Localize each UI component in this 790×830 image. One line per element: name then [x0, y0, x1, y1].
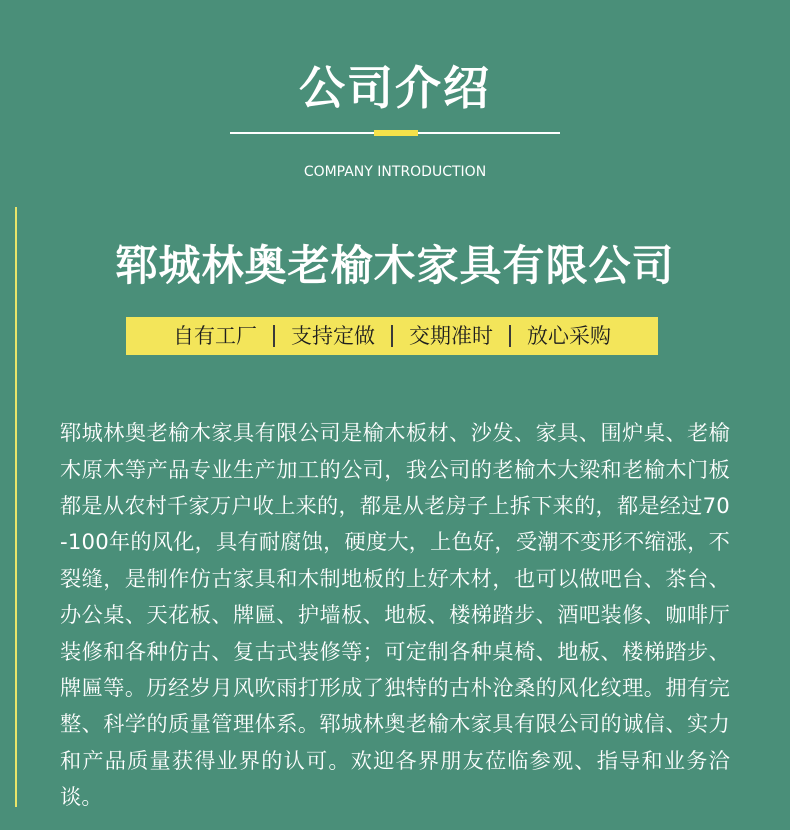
company-name: 郓城林奥老榆木家具有限公司	[115, 241, 675, 290]
left-decorative-line	[15, 207, 17, 807]
tag-on-time-delivery: 交期准时	[409, 324, 493, 348]
intro-paragraph: 郓城林奥老榆木家具有限公司是榆木板材、沙发、家具、围炉桌、老榆木原木等产品专业生产加工的公司，我公司的老榆木大梁和老榆木门板都是从农村千家万户收上来的，都是从老房子上拆下来的，都是经过70-100年的风化，具有耐腐蚀，硬度大，上色好，受潮不变形不缩涨，不裂缝，是制作仿古家具和木制地板的上好木材，也可以做吧台、茶台、办公桌、天花板、牌匾、护墙板、地板、楼梯踏步、酒吧装修、咖啡厅装修和各种仿古、复古式装修等；可定制各种桌椅、地板、楼梯踏步、牌匾等。历经岁月风吹雨打形成了独特的古朴沧桑的风化纹理。拥有完整、科学的质量管理体系。郓城林奥老榆木家具有限公司的诚信、实力和产品质量获得业界的认可。欢迎各界朋友莅临参观、指导和业务洽谈。	[60, 420, 730, 810]
section-title: 公司介绍	[299, 61, 491, 115]
feature-tag-bar	[126, 317, 658, 355]
title-accent-bar	[374, 130, 418, 136]
section-subtitle: COMPANY INTRODUCTION	[303, 164, 487, 180]
tag-safe-purchase: 放心采购	[527, 324, 611, 348]
tag-custom-made: 支持定做	[291, 324, 375, 348]
tag-own-factory: 自有工厂	[173, 324, 257, 348]
